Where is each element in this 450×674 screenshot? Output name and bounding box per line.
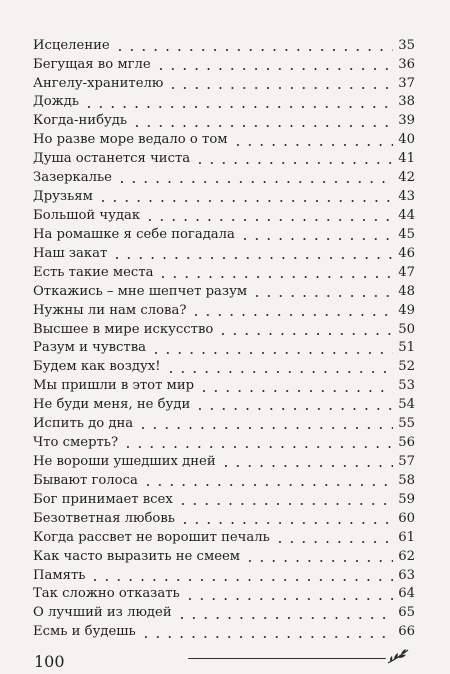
toc-entry-page: 52 [393,360,415,373]
toc-entry [33,582,415,601]
dot-leader [150,352,393,354]
toc-entry-page: 62 [393,550,415,563]
footer-rule [188,658,386,659]
toc-entry-title: Откажись – мне шепчет разум [33,285,251,298]
toc-entry-page: 66 [393,625,415,638]
toc-entry-title: Душа останется чиста [33,152,194,165]
toc-entry-title: Что смерть? [33,436,122,449]
dot-leader [167,87,393,89]
dot-leader [155,68,393,70]
toc-entry-page: 56 [393,436,415,449]
dot-leader [122,446,393,448]
dot-leader [194,408,393,410]
toc-entry-page: 54 [393,398,415,411]
dot-leader [184,598,393,600]
toc-entry-page: 49 [393,304,415,317]
toc-entry-title: Большой чудак [33,209,144,222]
dot-leader [220,465,393,467]
toc-entry [33,544,415,563]
toc-entry [33,336,415,355]
toc-entry [33,128,415,147]
toc-entry-page: 58 [393,474,415,487]
toc-entry [33,298,415,317]
toc-entry [33,109,415,128]
toc-entry-page: 64 [393,587,415,600]
toc-entry-title: Друзьям [33,190,97,203]
toc-entry-title: На ромашке я себе погадала [33,228,239,241]
dot-leader [194,162,393,164]
dot-leader [251,295,393,297]
toc-entry [33,449,415,468]
toc-entry [33,279,415,298]
toc-entry-title: Разум и чувства [33,341,150,354]
toc-entry-title: Но разве море ведало о том [33,133,232,146]
toc-entry-title: Дождь [33,95,83,108]
toc-entry-page: 50 [393,323,415,336]
toc-entry-title: Когда рассвет не ворошит печаль [33,531,274,544]
dot-leader [232,144,393,146]
toc-entry-title: Когда-нибудь [33,114,131,127]
dot-leader [116,181,393,183]
toc-entry-title: Высшее в мире искусство [33,323,217,336]
toc-entry [33,487,415,506]
toc-entry-page: 41 [393,152,415,165]
toc-entry-page: 65 [393,606,415,619]
page-number: 100 [34,652,65,671]
toc-entry-title: Память [33,569,89,582]
dot-leader [157,276,393,278]
toc-entry-page: 48 [393,285,415,298]
toc-entry [33,203,415,222]
toc-entry-title: Безответная любовь [33,512,179,525]
dot-leader [177,503,393,505]
toc-entry-title: Как часто выразить не смеем [33,550,244,563]
toc-entry-page: 38 [393,95,415,108]
toc-entry [33,393,415,412]
toc-entry-title: Бог принимает всех [33,493,177,506]
toc-entry [33,468,415,487]
toc-entry-page: 36 [393,58,415,71]
dot-leader [83,106,393,108]
dot-leader [217,333,393,335]
toc-entry-page: 53 [393,379,415,392]
toc-entry-title: Зазеркалье [33,171,116,184]
toc-entry [33,506,415,525]
dot-leader [198,390,393,392]
toc-entry [33,71,415,90]
toc-entry [33,563,415,582]
toc-entry-title: Не буди меня, не буди [33,398,194,411]
toc-entry-title: Не вороши ушедших дней [33,455,220,468]
toc-entry-title: Будем как воздух! [33,360,165,373]
toc-entry [33,33,415,52]
dot-leader [89,579,393,581]
toc-entry-title: Наш закат [33,247,111,260]
toc-entry-page: 35 [393,39,415,52]
toc-entry-title: Есть такие места [33,266,157,279]
toc-entry-page: 63 [393,569,415,582]
dot-leader [140,636,393,638]
dot-leader [114,49,393,51]
dot-leader [97,200,393,202]
toc-entry-page: 43 [393,190,415,203]
toc-entry-page: 51 [393,341,415,354]
toc-entry-title: Исцеление [33,39,114,52]
dot-leader [142,484,393,486]
toc-entry-title: Нужны ли нам слова? [33,304,190,317]
toc-entry [33,411,415,430]
toc-entry [33,184,415,203]
dot-leader [239,238,393,240]
dot-leader [165,371,393,373]
dot-leader [190,314,393,316]
toc-entry-page: 40 [393,133,415,146]
toc-entry-page: 60 [393,512,415,525]
dot-leader [176,617,393,619]
toc-entry-page: 55 [393,417,415,430]
toc-entry [33,374,415,393]
leaf-sprig-icon [386,647,412,667]
toc-entry-title: Мы пришли в этот мир [33,379,198,392]
toc-entry-title: Есмь и будешь [33,625,140,638]
table-of-contents [33,33,415,639]
toc-entry [33,165,415,184]
toc-entry-page: 61 [393,531,415,544]
toc-entry-title: Бегущая во мгле [33,58,155,71]
dot-leader [131,125,393,127]
dot-leader [274,541,393,543]
toc-entry-title: Бывают голоса [33,474,142,487]
toc-entry-page: 42 [393,171,415,184]
toc-entry-page: 57 [393,455,415,468]
toc-entry [33,241,415,260]
toc-entry-page: 46 [393,247,415,260]
dot-leader [179,522,393,524]
toc-entry [33,430,415,449]
toc-entry-title: Так сложно отказать [33,587,184,600]
toc-entry-page: 39 [393,114,415,127]
toc-entry [33,525,415,544]
toc-entry [33,52,415,71]
toc-entry [33,317,415,336]
toc-entry [33,147,415,166]
toc-entry [33,90,415,109]
toc-entry-page: 44 [393,209,415,222]
toc-entry-title: Испить до дна [33,417,137,430]
toc-entry [33,355,415,374]
dot-leader [137,427,393,429]
dot-leader [111,257,393,259]
toc-entry-page: 47 [393,266,415,279]
toc-entry [33,601,415,620]
toc-entry-title: О лучший из людей [33,606,176,619]
toc-entry [33,260,415,279]
toc-entry [33,222,415,241]
dot-leader [244,560,393,562]
toc-entry-page: 37 [393,77,415,90]
dot-leader [144,219,393,221]
toc-entry [33,620,415,639]
toc-entry-title: Ангелу-хранителю [33,77,167,90]
toc-entry-page: 45 [393,228,415,241]
toc-entry-page: 59 [393,493,415,506]
